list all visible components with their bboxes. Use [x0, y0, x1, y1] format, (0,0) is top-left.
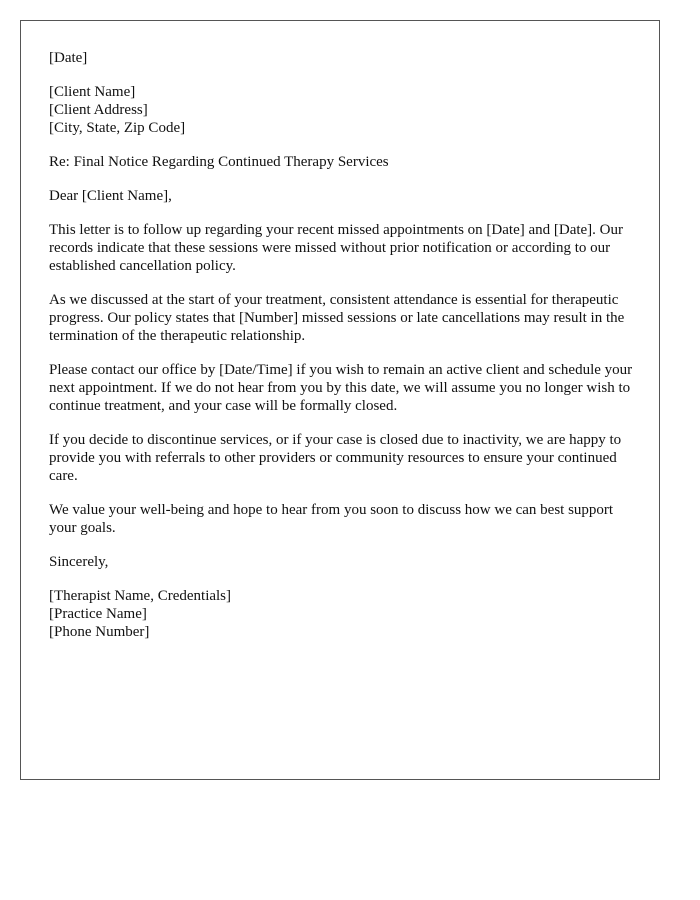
- letter-salutation: Dear [Client Name],: [49, 188, 172, 204]
- recipient-name: [Client Name]: [49, 84, 136, 100]
- body-paragraph-4: If you decide to discontinue services, or if your case is closed due to inactivity, we are happy to provide you with referrals to other providers or community resources to ensure your continued care.: [49, 432, 622, 484]
- recipient-address-block: [49, 83, 633, 137]
- letter-subject: Re: Final Notice Regarding Continued Therapy Services: [49, 154, 389, 170]
- body-paragraph-3: Please contact our office by [Date/Time] if you wish to remain an active client and schedule your next appointment. If we do not hear from you by this date, we will assume you no longer wish to continue treatment, and your case will be formally closed.: [49, 362, 633, 414]
- signature-name: [Therapist Name, Credentials]: [49, 588, 232, 604]
- body-paragraph-5: We value your well-being and hope to hear from you soon to discuss how we can best support your goals.: [49, 502, 614, 536]
- signature-block: [49, 587, 633, 641]
- recipient-address: [Client Address]: [49, 102, 148, 118]
- letter-date: [Date]: [49, 50, 88, 66]
- recipient-city-state-zip: [City, State, Zip Code]: [49, 120, 186, 136]
- body-paragraph-1: This letter is to follow up regarding your recent missed appointments on [Date] and [Date]. Our records indicate that these sessions were missed without prior notification or according to our established cancellation policy.: [49, 222, 624, 274]
- letter-closing: Sincerely,: [49, 554, 109, 570]
- letter-page: [20, 20, 660, 780]
- signature-phone: [Phone Number]: [49, 624, 150, 640]
- signature-practice: [Practice Name]: [49, 606, 147, 622]
- body-paragraph-2: As we discussed at the start of your treatment, consistent attendance is essential for therapeutic progress. Our policy states that [Number] missed sessions or late cancellations may result in the termination of the therapeutic relationship.: [49, 292, 625, 344]
